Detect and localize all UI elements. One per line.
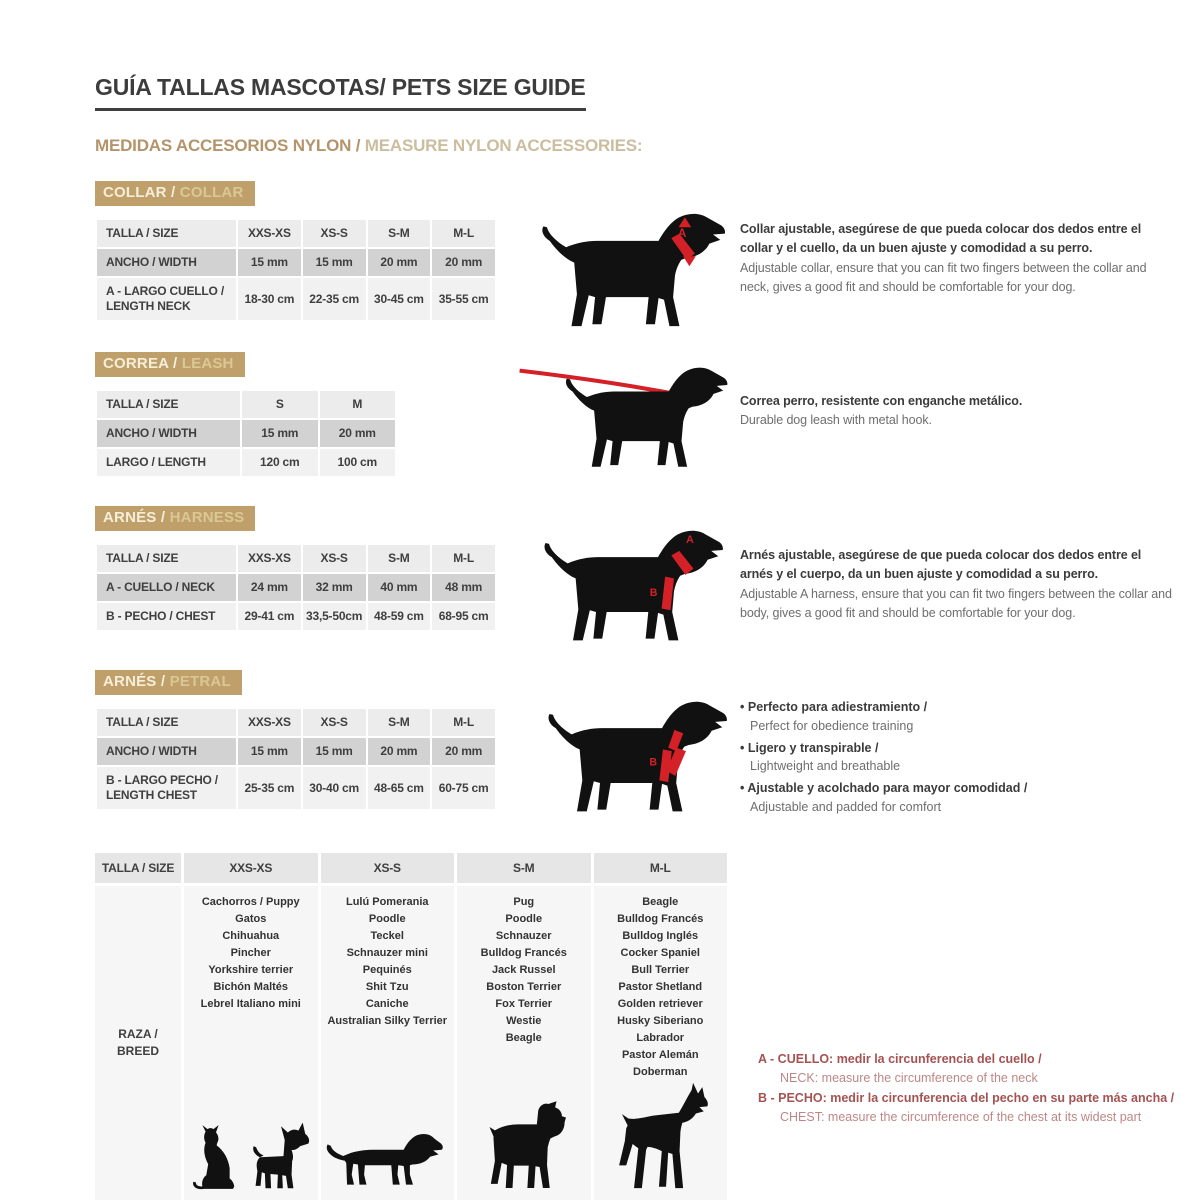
- leash-badge-en: LEASH: [181, 355, 234, 372]
- breed-item: Pincher: [230, 947, 271, 960]
- breed-row-label: RAZA / BREED: [95, 886, 181, 1200]
- note-chest: [758, 1089, 1188, 1128]
- harness-description: [740, 546, 1172, 624]
- breed-column-s-m: [457, 886, 591, 1200]
- value-cell: 15 mm: [238, 249, 301, 276]
- breed-item: Gatos: [235, 913, 267, 926]
- table-row: [97, 220, 495, 247]
- value-cell: 20 mm: [432, 249, 495, 276]
- breed-item: Australian Silky Terrier: [327, 1015, 448, 1028]
- leash-size-table: [95, 389, 397, 478]
- breed-item: Bulldog Francés: [480, 947, 567, 960]
- breed-item: Lebrel Italiano mini: [200, 998, 301, 1011]
- harness-badge-en: HARNESS: [169, 509, 245, 526]
- value-cell: 20 mm: [368, 738, 431, 765]
- page-title-en: PETS SIZE GUIDE: [385, 74, 586, 100]
- row-label-cell: B - LARGO PECHO / LENGTH CHEST: [97, 767, 236, 809]
- value-cell: 30-40 cm: [303, 767, 366, 809]
- value-cell: 22-35 cm: [303, 278, 366, 320]
- petral-badge-es: ARNÉS /: [103, 673, 170, 690]
- breed-column-xxs-xs: [184, 886, 318, 1200]
- petral-badge-en: PETRAL: [169, 673, 231, 690]
- breed-list-xs-s: [321, 886, 455, 1030]
- value-cell: 33,5-50cm: [303, 603, 366, 630]
- dog-with-petral-illustration: [540, 698, 738, 822]
- value-cell: 15 mm: [238, 738, 301, 765]
- page-subtitle: [95, 136, 642, 156]
- value-cell: 40 mm: [368, 574, 431, 601]
- value-cell: M-L: [432, 709, 495, 736]
- value-cell: M-L: [432, 220, 495, 247]
- collar-desc-es: Collar ajustable, asegúrese de que pueda colocar dos dedos entre el collar y el cuello, da un buen ajuste y comodidad a su perro.: [740, 222, 1142, 256]
- note-chest-es: B - PECHO: medir la circunferencia del pecho en su parte más ancha /: [758, 1090, 1175, 1105]
- row-label-cell: ANCHO / WIDTH: [97, 738, 236, 765]
- breed-item: Pastor Alemán: [621, 1049, 699, 1062]
- value-cell: 48 mm: [432, 574, 495, 601]
- harness-badge-es: ARNÉS /: [103, 509, 170, 526]
- breed-item: Fox Terrier: [495, 998, 553, 1011]
- breed-item: Chihuahua: [222, 930, 280, 943]
- petral-marker-letter-b: B: [649, 756, 658, 769]
- breed-item: Teckel: [370, 930, 404, 943]
- table-row: [97, 420, 395, 447]
- petral-bullet-es: • Perfecto para adiestramiento /: [740, 698, 1180, 717]
- breed-item: Poodle: [505, 913, 543, 926]
- collar-badge-es: COLLAR /: [103, 184, 180, 201]
- value-cell: S-M: [368, 220, 431, 247]
- leash-desc-es: Correa perro, resistente con enganche metálico.: [740, 394, 1023, 408]
- table-row: [97, 738, 495, 765]
- breed-list-xxs-xs: [184, 886, 318, 1013]
- row-label-cell: TALLA / SIZE: [97, 220, 236, 247]
- note-neck: [758, 1050, 1188, 1089]
- value-cell: XS-S: [303, 220, 366, 247]
- row-label-cell: TALLA / SIZE: [97, 709, 236, 736]
- value-cell: 20 mm: [432, 738, 495, 765]
- breed-header-xs-s: XS-S: [321, 853, 455, 883]
- breed-item: Shit Tzu: [365, 981, 409, 994]
- value-cell: 25-35 cm: [238, 767, 301, 809]
- schnauzer-silhouette-icon: [480, 1100, 568, 1194]
- value-cell: S: [242, 391, 318, 418]
- petral-bullet: [740, 739, 1180, 777]
- value-cell: M: [320, 391, 396, 418]
- value-cell: 100 cm: [320, 449, 396, 476]
- breed-column-xs-s: [321, 886, 455, 1200]
- collar-description: [740, 220, 1172, 298]
- petral-bullet-en: Perfect for obedience training: [750, 718, 914, 733]
- table-row: [97, 391, 395, 418]
- breed-header-m-l: M-L: [594, 853, 728, 883]
- petral-bullet-en: Lightweight and breathable: [750, 759, 901, 774]
- table-row: [97, 574, 495, 601]
- breed-item: Westie: [506, 1015, 542, 1028]
- breed-item: Yorkshire terrier: [208, 964, 294, 977]
- collar-desc-en: Adjustable collar, ensure that you can fit two fingers between the collar and neck, gives a good fit and should be comfortable for your dog.: [740, 260, 1147, 295]
- breed-item: Boston Terrier: [486, 981, 562, 994]
- row-label-cell: ANCHO / WIDTH: [97, 249, 236, 276]
- value-cell: S-M: [368, 545, 431, 572]
- value-cell: XS-S: [303, 545, 366, 572]
- row-label-cell: LARGO / LENGTH: [97, 449, 240, 476]
- collar-arrow-down-icon: [683, 256, 696, 266]
- dog-with-collar-illustration: [535, 210, 735, 337]
- subtitle-es: MEDIDAS ACCESORIOS NYLON /: [95, 136, 365, 155]
- breed-column-m-l: [594, 886, 728, 1200]
- petral-bullet-en: Adjustable and padded for comfort: [750, 799, 942, 814]
- value-cell: 30-45 cm: [368, 278, 431, 320]
- breed-item: Schnauzer: [495, 930, 552, 943]
- breed-item: Pastor Shetland: [618, 981, 703, 994]
- breed-item: Jack Russel: [491, 964, 556, 977]
- breed-item: Bulldog Inglés: [622, 930, 699, 943]
- dog-with-leash-illustration: [518, 362, 736, 477]
- value-cell: 24 mm: [238, 574, 301, 601]
- value-cell: 32 mm: [303, 574, 366, 601]
- row-label-cell: TALLA / SIZE: [97, 391, 240, 418]
- table-row: [97, 709, 495, 736]
- row-label-cell: A - CUELLO / NECK: [97, 574, 236, 601]
- breed-item: Bull Terrier: [631, 964, 690, 977]
- collar-size-table: [95, 218, 497, 322]
- page-title: [95, 74, 586, 111]
- breed-header-s-m: S-M: [457, 853, 591, 883]
- table-row: [97, 767, 495, 809]
- breed-item: Bulldog Francés: [617, 913, 704, 926]
- collar-section-badge: [95, 181, 255, 206]
- petral-section-badge: [95, 670, 242, 695]
- cat-silhouette-icon: [190, 1122, 242, 1194]
- breed-item: Pug: [513, 896, 535, 908]
- leash-description: [740, 392, 1172, 431]
- value-cell: 48-59 cm: [368, 603, 431, 630]
- breed-item: Pequinés: [362, 964, 412, 977]
- value-cell: 20 mm: [368, 249, 431, 276]
- row-label-cell: ANCHO / WIDTH: [97, 420, 240, 447]
- dog-with-harness-illustration: [535, 527, 735, 651]
- harness-marker-letter-a: A: [686, 533, 694, 546]
- breed-item: Golden retriever: [617, 998, 703, 1011]
- harness-section-badge: [95, 506, 255, 531]
- breed-list-s-m: [457, 886, 591, 1047]
- breed-item: Caniche: [365, 998, 409, 1011]
- collar-badge-en: COLLAR: [179, 184, 244, 201]
- value-cell: 15 mm: [303, 249, 366, 276]
- chihuahua-silhouette-icon: [250, 1120, 312, 1194]
- collar-marker-letter-a: A: [677, 227, 687, 241]
- breed-item: Schnauzer mini: [346, 947, 428, 960]
- breed-table: [95, 853, 727, 1200]
- harness-desc-en: Adjustable A harness, ensure that you can fit two fingers between the collar and body, gives a good fit and should be comfortable for your dog.: [740, 586, 1172, 621]
- row-label-cell: B - PECHO / CHEST: [97, 603, 236, 630]
- value-cell: 20 mm: [320, 420, 396, 447]
- value-cell: 68-95 cm: [432, 603, 495, 630]
- breed-header-size: TALLA / SIZE: [95, 853, 181, 883]
- breed-list-m-l: [594, 886, 728, 1082]
- breed-item: Cachorros / Puppy: [201, 896, 300, 908]
- petral-bullet-es: • Ligero y transpirable /: [740, 739, 1180, 758]
- value-cell: M-L: [432, 545, 495, 572]
- harness-marker-letter-b: B: [649, 587, 658, 600]
- petral-bullet-es: • Ajustable y acolchado para mayor comodidad /: [740, 779, 1180, 798]
- value-cell: XXS-XS: [238, 709, 301, 736]
- value-cell: XXS-XS: [238, 545, 301, 572]
- breed-item: Husky Siberiano: [617, 1015, 704, 1028]
- subtitle-en: MEASURE NYLON ACCESSORIES:: [364, 136, 643, 155]
- breed-item: Doberman: [633, 1066, 688, 1079]
- petral-bullet: [740, 779, 1180, 817]
- value-cell: 15 mm: [242, 420, 318, 447]
- value-cell: XXS-XS: [238, 220, 301, 247]
- table-row: [97, 249, 495, 276]
- value-cell: 60-75 cm: [432, 767, 495, 809]
- value-cell: 48-65 cm: [368, 767, 431, 809]
- dachshund-silhouette-icon: [323, 1128, 451, 1194]
- harness-desc-es: Arnés ajustable, asegúrese de que pueda colocar dos dedos entre el arnés y el cuerpo, da un buen ajuste y comodidad a su perro.: [740, 548, 1142, 582]
- note-neck-en: NECK: measure the circumference of the neck: [780, 1071, 1038, 1086]
- page-title-es: GUÍA TALLAS MASCOTAS/: [95, 74, 386, 100]
- table-row: [97, 278, 495, 320]
- petral-size-table: [95, 707, 497, 811]
- note-chest-en: CHEST: measure the circumference of the chest at its widest part: [780, 1110, 1142, 1125]
- breed-item: Bichón Maltés: [213, 981, 289, 994]
- row-label-cell: TALLA / SIZE: [97, 545, 236, 572]
- leash-badge-es: CORREA /: [103, 355, 182, 372]
- measurement-notes: [758, 1050, 1188, 1128]
- table-row: [97, 449, 395, 476]
- leash-section-badge: [95, 352, 245, 377]
- petral-bullet: [740, 698, 1180, 736]
- value-cell: 15 mm: [303, 738, 366, 765]
- breed-item: Labrador: [636, 1032, 685, 1045]
- leash-desc-en: Durable dog leash with metal hook.: [740, 413, 932, 428]
- breed-item: Beagle: [642, 896, 679, 908]
- note-neck-es: A - CUELLO: medir la circunferencia del cuello /: [758, 1052, 1042, 1066]
- breed-item: Beagle: [505, 1032, 542, 1045]
- table-row: [97, 545, 495, 572]
- harness-size-table: [95, 543, 497, 632]
- value-cell: S-M: [368, 709, 431, 736]
- row-label-cell: A - LARGO CUELLO / LENGTH NECK: [97, 278, 236, 320]
- doberman-silhouette-icon: [612, 1082, 708, 1194]
- value-cell: 18-30 cm: [238, 278, 301, 320]
- value-cell: 35-55 cm: [432, 278, 495, 320]
- breed-item: Poodle: [368, 913, 406, 926]
- value-cell: 120 cm: [242, 449, 318, 476]
- table-row: [97, 603, 495, 630]
- value-cell: XS-S: [303, 709, 366, 736]
- breed-item: Cocker Spaniel: [620, 947, 700, 960]
- value-cell: 29-41 cm: [238, 603, 301, 630]
- petral-feature-list: [740, 698, 1180, 820]
- breed-header-xxs-xs: XXS-XS: [184, 853, 318, 883]
- breed-item: Lulú Pomerania: [345, 896, 429, 908]
